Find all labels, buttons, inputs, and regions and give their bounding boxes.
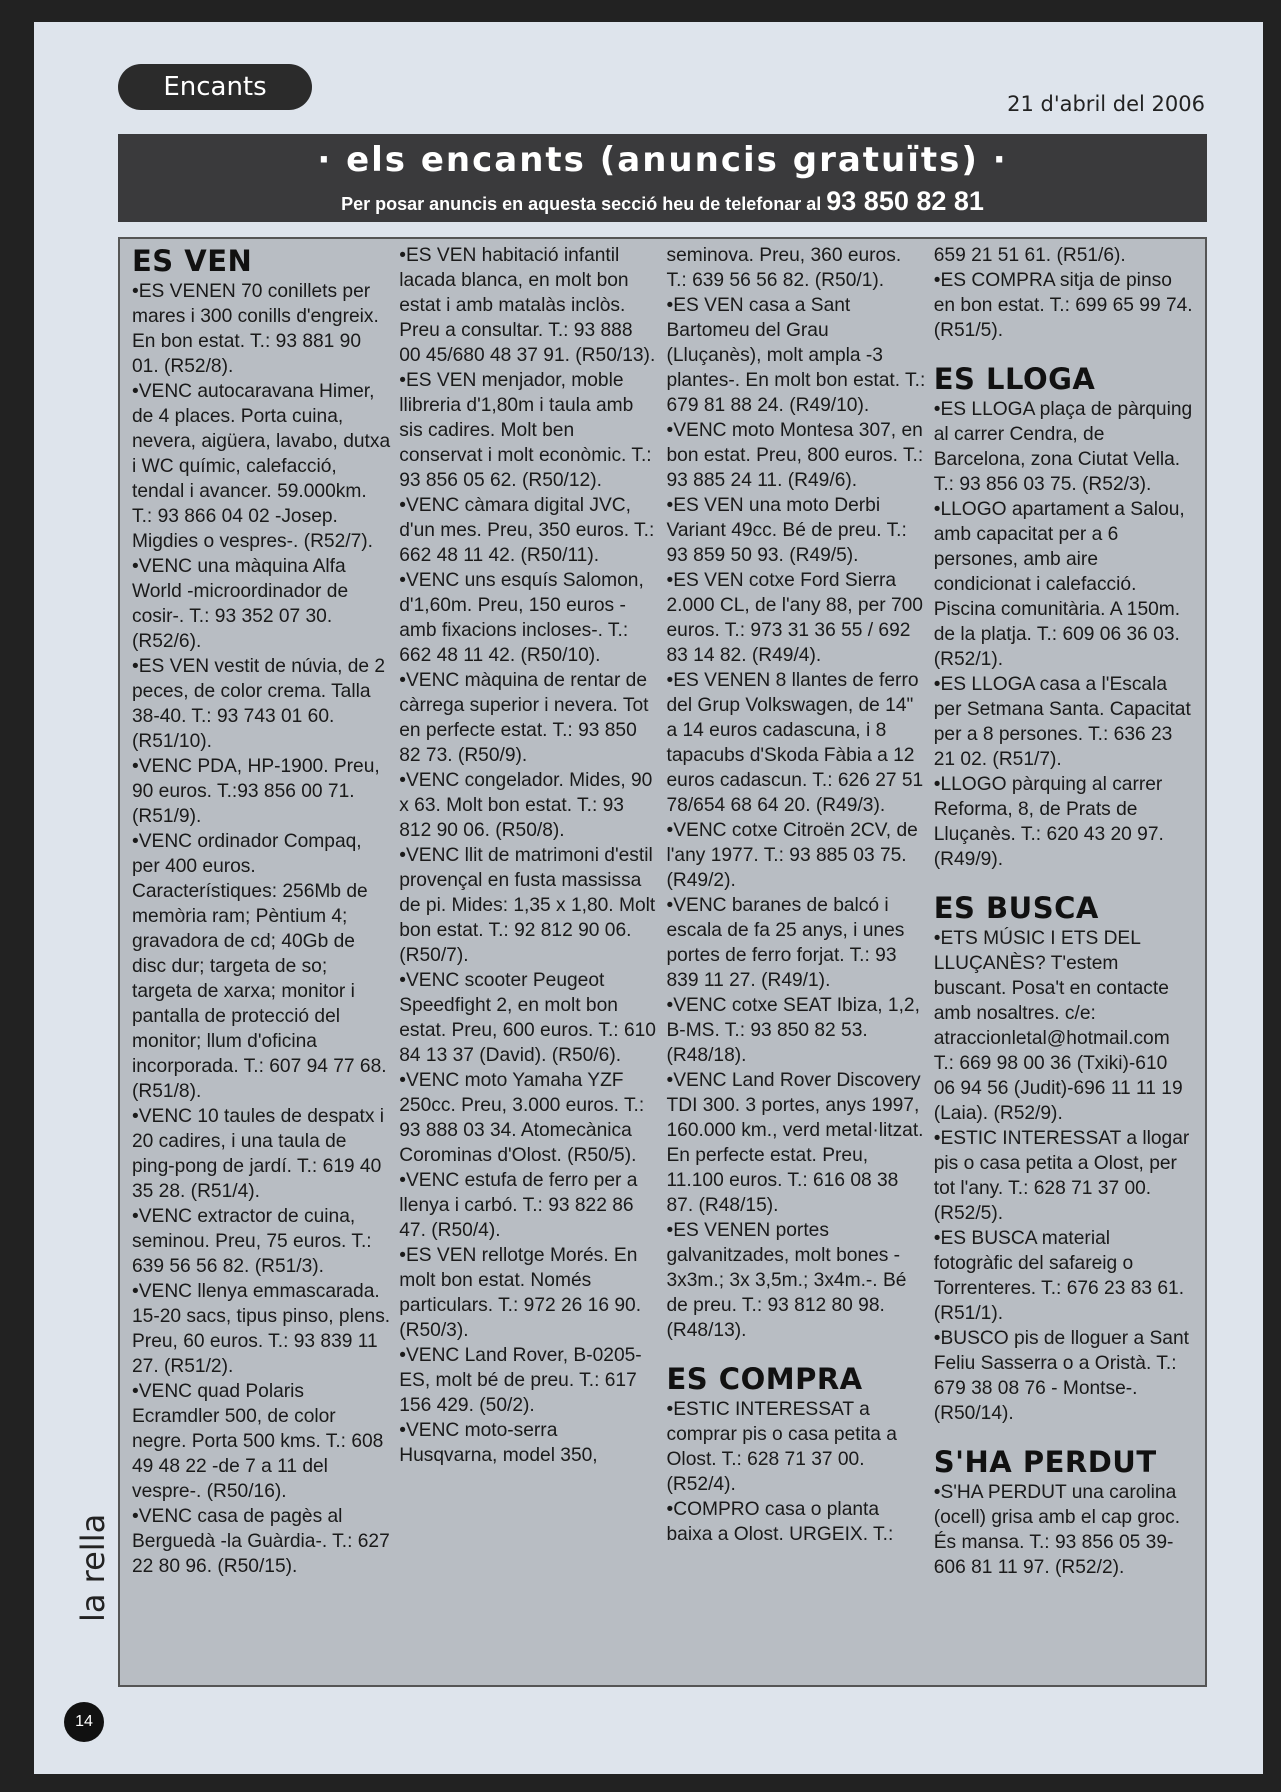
- category-heading: ES BUSCA: [933, 891, 1099, 925]
- classified-ad: •VENC estufa de ferro per a llenya i carbó. T.: 93 822 86 47. (R50/4).: [399, 1170, 638, 1241]
- issue-date: 21 d'abril del 2006: [1007, 92, 1205, 116]
- classified-ad: •VENC càmara digital JVC, d'un mes. Preu, 350 euros. T.: 662 48 11 42. (R50/11).: [399, 495, 655, 566]
- classified-ad: •ES VENEN 8 llantes de ferro del Grup Volkswagen, de 14" a 14 euros cadascuna, i 8 tapacubs d'Skoda Fàbia a 12 euros cadascun. T.: 626 27 51 78/654 68 64 20. (R49/3).: [666, 670, 924, 816]
- classified-ad: •VENC cotxe Citroën 2CV, de l'any 1977. T.: 93 885 03 75. (R49/2).: [666, 820, 918, 891]
- classified-ad: •VENC màquina de rentar de càrrega superior i nevera. Tot en perfecte estat. T.: 93 850 82 73. (R50/9).: [399, 670, 649, 766]
- classified-ad: •LLOGO apartament a Salou, amb capacitat per a 6 persones, amb aire condicionat i calefacció. Piscina comunitària. A 150m. de la platja. T.: 609 06 36 03. (R52/1).: [933, 499, 1185, 670]
- classified-ad: •VENC ordinador Compaq, per 400 euros. Característiques: 256Mb de memòria ram; Pèntium 4; gravadora de cd; 40Gb de disc dur; targeta de so; targeta de xarxa; monitor i pantalla de protecció del monitor; llum d'oficina incorporada. T.: 607 94 77 68. (R51/8).: [132, 831, 387, 1102]
- classified-ad: •VENC baranes de balcó i escala de fa 25 anys, i unes portes de ferro forjat. T.: 93 839 11 27. (R49/1).: [666, 895, 905, 991]
- classified-ad: •VENC uns esquís Salomon, d'1,60m. Preu, 150 euros -amb fixacions incloses-. T.: 662 48 11 42. (R50/10).: [399, 570, 644, 666]
- classified-ad: •COMPRO casa o planta baixa a Olost. URGEIX. T.:: [666, 1499, 894, 1545]
- classified-ad: seminova. Preu, 360 euros. T.: 639 56 56 82. (R50/1).: [666, 245, 902, 291]
- classified-ad: •VENC una màquina Alfa World -microordinador de cosir-. T.: 93 352 07 30. (R52/6).: [132, 556, 349, 652]
- classified-ad: •ESTIC INTERESSAT a comprar pis o casa petita a Olost. T.: 628 71 37 00. (R52/4).: [666, 1399, 897, 1495]
- classified-ad: •VENC llit de matrimoni d'estil provençal en fusta massissa de pi. Mides: 1,35 x 1,80. Molt bon estat. T.: 92 812 90 06. (R50/7).: [399, 845, 656, 966]
- classified-ad: •VENC casa de pagès al Berguedà -la Guàrdia-. T.: 627 22 80 96. (R50/15).: [132, 1506, 390, 1577]
- banner-subtitle: [118, 184, 1207, 221]
- classified-ad: •VENC cotxe SEAT Ibiza, 1,2, B-MS. T.: 93 850 82 53. (R48/18).: [666, 995, 920, 1066]
- classified-ad: •ES VENEN portes galvanitzades, molt bones - 3x3m.; 3x 3,5m.; 3x4m.-. Bé de preu. T.: 93 812 80 98. (R48/13).: [666, 1220, 907, 1341]
- column-2: [395, 243, 662, 1685]
- classified-ad: •BUSCO pis de lloguer a Sant Feliu Sasserra o a Oristà. T.: 679 38 08 76 - Montse-. (R50/14).: [933, 1328, 1189, 1424]
- category-heading: ES LLOGA: [933, 362, 1096, 396]
- classified-ad: •ETS MÚSIC I ETS DEL LLUÇANÈS? T'estem buscant. Posa't en contacte amb nosaltres. c/e: atraccionletal@hotmail.com T.: 669 98 00 36 (Txiki)-610 06 94 56 (Judit)-696 11 11 19 (Laia). (R52/9).: [933, 928, 1183, 1124]
- classified-ad: •VENC quad Polaris Ecramdler 500, de color negre. Porta 500 kms. T.: 608 49 48 22 -de 7 a 11 del vespre-. (R50/16).: [132, 1381, 384, 1502]
- classified-ad: •ES VEN casa a Sant Bartomeu del Grau (Lluçanès), molt ampla -3 plantes-. En molt bon estat. T.: 679 81 88 24. (R49/10).: [666, 295, 926, 416]
- classified-ad: •ES LLOGA casa a l'Escala per Setmana Santa. Capacitat per a 8 persones. T.: 636 23 21 02. (R51/7).: [933, 674, 1191, 770]
- classified-ad: •ES VEN rellotge Morés. En molt bon estat. Només particulars. T.: 972 26 16 90. (R50/3).: [399, 1245, 642, 1341]
- classified-ad: •VENC Land Rover Discovery TDI 300. 3 portes, anys 1997, 160.000 km., verd metal·litzat. En perfecte estat. Preu, 11.100 euros. T.: 616 08 38 87. (R48/15).: [666, 1070, 924, 1216]
- classified-ad: 659 21 51 61. (R51/6).: [933, 245, 1126, 266]
- classified-ad: •ES VEN habitació infantil lacada blanca, en molt bon estat i amb matalàs inclòs. Preu a consultar. T.: 93 888 00 45/680 48 37 91. (R50/13).: [399, 245, 656, 366]
- newspaper-page: [34, 22, 1263, 1774]
- classified-ad: •VENC llenya emmascarada. 15-20 sacs, tipus pinso, plens. Preu, 60 euros. T.: 93 839 11 27. (R51/2).: [132, 1281, 391, 1377]
- column-1: [128, 243, 395, 1685]
- classified-ad: •ES VEN vestit de núvia, de 2 peces, de color crema. Talla 38-40. T.: 93 743 01 60. (R51/10).: [132, 656, 386, 752]
- classified-ad: •ES LLOGA plaça de pàrquing al carrer Cendra, de Barcelona, zona Ciutat Vella. T.: 93 856 03 75. (R52/3).: [933, 399, 1193, 495]
- classified-ad: •VENC moto Yamaha YZF 250cc. Preu, 3.000 euros. T.: 93 888 03 34. Atomecànica Corominas d'Olost. (R50/5).: [399, 1070, 645, 1166]
- classified-ad: •ES VENEN 70 conillets per mares i 300 conills d'engreix. En bon estat. T.: 93 881 90 01. (R52/8).: [132, 281, 379, 377]
- classified-ad: •ES VEN menjador, moble llibreria d'1,80m i taula amb sis cadires. Molt ben conservat i molt econòmic. T.: 93 856 05 62. (R50/12).: [399, 370, 652, 491]
- column-4: [930, 243, 1197, 1685]
- classifieds-banner: [118, 134, 1207, 222]
- page-number: 14: [64, 1702, 104, 1742]
- category-heading: ES COMPRA: [666, 1362, 863, 1396]
- classified-ad: •ES VEN una moto Derbi Variant 49cc. Bé de preu. T.: 93 859 50 93. (R49/5).: [666, 495, 907, 566]
- classified-ad: •LLOGO pàrquing al carrer Reforma, 8, de Prats de Lluçanès. T.: 620 43 20 97. (R49/9).: [933, 774, 1164, 870]
- classified-ad: •ES COMPRA sitja de pinso en bon estat. T.: 699 65 99 74. (R51/5).: [933, 270, 1193, 341]
- section-label: Encants: [118, 64, 312, 110]
- banner-instructions: Per posar anuncis en aquesta secció heu de telefonar al: [341, 194, 822, 214]
- category-heading: ES VEN: [132, 244, 253, 278]
- banner-title: · els encants (anuncis gratuïts) ·: [317, 140, 1008, 180]
- classified-ad: •S'HA PERDUT una carolina (ocell) grisa amb el cap groc. És mansa. T.: 93 856 05 39-606 81 11 97. (R52/2).: [933, 1482, 1181, 1578]
- classified-ad: •VENC Land Rover, B-0205-ES, molt bé de preu. T.: 617 156 429. (50/2).: [399, 1345, 642, 1416]
- classified-ad: •VENC scooter Peugeot Speedfight 2, en molt bon estat. Preu, 600 euros. T.: 610 84 13 37 (David). (R50/6).: [399, 970, 656, 1066]
- banner-phone: 93 850 82 81: [826, 186, 984, 216]
- classifieds-box: [118, 237, 1207, 1687]
- column-3: [663, 243, 930, 1685]
- classified-ad: •ESTIC INTERESSAT a llogar pis o casa petita a Olost, per tot l'any. T.: 628 71 37 00. (R52/5).: [933, 1128, 1190, 1224]
- classified-ad: •VENC moto Montesa 307, en bon estat. Preu, 800 euros. T.: 93 885 24 11. (R49/6).: [666, 420, 924, 491]
- classified-ad: •ES BUSCA material fotogràfic del safareig o Torrenteres. T.: 676 23 83 61. (R51/1).: [933, 1228, 1185, 1324]
- classified-ad: •VENC 10 taules de despatx i 20 cadires, i una taula de ping-pong de jardí. T.: 619 40 35 28. (R51/4).: [132, 1106, 385, 1202]
- classified-ad: •VENC extractor de cuina, seminou. Preu, 75 euros. T.: 639 56 56 82. (R51/3).: [132, 1206, 372, 1277]
- classified-ad: •VENC congelador. Mides, 90 x 63. Molt bon estat. T.: 93 812 90 06. (R50/8).: [399, 770, 653, 841]
- classified-ad: •ES VEN cotxe Ford Sierra 2.000 CL, de l'any 88, per 700 euros. T.: 973 31 36 55 / 692 83 14 82. (R49/4).: [666, 570, 923, 666]
- publication-name: la rella: [74, 1513, 112, 1622]
- category-heading: S'HA PERDUT: [933, 1445, 1157, 1479]
- classified-ad: •VENC PDA, HP-1900. Preu, 90 euros. T.:93 856 00 71. (R51/9).: [132, 756, 380, 827]
- classified-ad: •VENC moto-serra Husqvarna, model 350,: [399, 1420, 598, 1466]
- classified-ad: •VENC autocaravana Himer, de 4 places. Porta cuina, nevera, aigüera, lavabo, dutxa i WC químic, calefacció, tendal i avancer. 59.000km. T.: 93 866 04 02 -Josep. Migdies o vespres-. (R52/7).: [132, 381, 391, 552]
